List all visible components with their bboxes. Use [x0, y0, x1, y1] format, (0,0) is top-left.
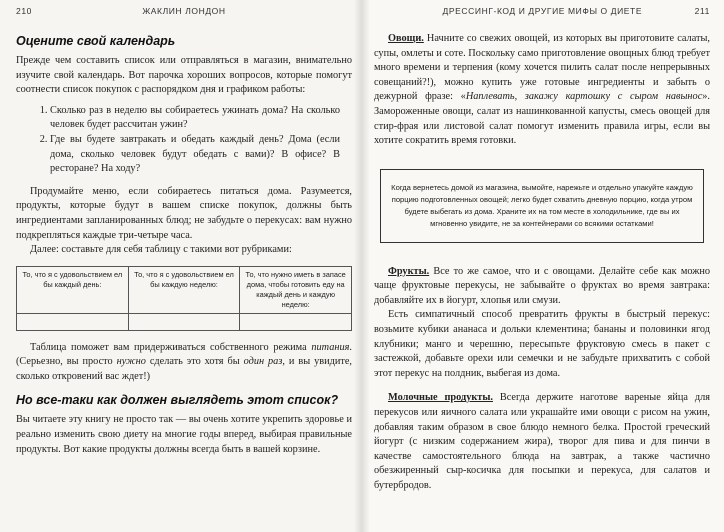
fruits-paragraph — [374, 265, 710, 309]
italic-run: нужно — [116, 356, 146, 368]
left-running-title: ЖАКЛИН ЛОНДОН — [142, 6, 226, 16]
left-running-head — [16, 6, 352, 16]
right-running-head — [374, 6, 710, 16]
text-run: Таблица поможет вам придерживаться собственного режима — [30, 341, 312, 353]
tip-callout: Когда вернетесь домой из магазина, вымойте, нарежьте и отдельно упакуйте каждую порцию подготовленных овощей; легко будет схватить дневную порцию, когда утром будете выбегать из дома. Храните их на том месте в холодильнике, где вы их мгновенно увидите, не за контейнерами со всякими остатками! — [380, 169, 704, 243]
table-intro-paragraph: Далее: составьте для себя таблицу с такими вот рубриками: — [30, 244, 292, 256]
question-item: 2. Где вы будете завтракать и обедать каждый день? Дома (если дома, сколько человек будут обедать с вами)? В офисе? В ресторане? На ходу? — [50, 133, 352, 177]
dairy-label: Молочные продукты. — [388, 392, 493, 404]
table-cell — [128, 313, 240, 330]
text-run: сделать это хотя бы — [145, 356, 244, 368]
italic-run: один раз — [243, 356, 283, 368]
vegetables-label: Овощи. — [388, 33, 424, 44]
text-run: , и вы увидите, сколько откровений вас ждет!) — [16, 356, 352, 382]
section-title-list: Но все-таки как должен выглядеть этот список? — [16, 393, 339, 408]
right-running-title: ДРЕССИНГ-КОД И ДРУГИЕ МИФЫ О ДИЕТЕ — [442, 6, 643, 16]
fruits-label: Фрукты. — [388, 265, 430, 277]
italic-run: Наплевать, закажу картошку с сыром навынос — [465, 91, 703, 103]
planning-table — [16, 266, 352, 331]
text-run: Всегда держите наготове вареные яйца для перекусов или яичного салата или украшайте ими овощи с рисом на ужин, добавляя таким образом в свое блюдо немного белка. Простой греческий йогурт (с низким содержанием жира), творог для пива и для пинчи в качестве самостоятельного блюда на завтрак, а также частично обезжиренный сыр-косичка для посыпки и перекуса, для салатов и бутербродов. — [374, 392, 710, 491]
table-cell — [240, 313, 352, 330]
after-table-paragraph — [16, 341, 352, 385]
fruit-snack-paragraph: Есть симпатичный способ превратить фрукты в быстрый перекус: возьмите кубики ананаса и дольки клементина; бананы и половинки ягод клубники; манго и черешню, пересыпьте фруктовую смесь в пакет с застежкой, добавьте орехи или семечки и не забудьте прихватить с собой этот перекус на полдник, выбегая из дома. — [374, 309, 710, 379]
italic-run: питания — [311, 341, 350, 353]
text-run: ». Замороженные овощи, салат из нашинкованной капусты, смесь овощей для стир-фрая или листовой салат помогут изменить правила игры, если вы хотите сократить время готовки. — [374, 91, 710, 147]
table-header-pantry: То, что нужно иметь в запасе дома, чтобы готовить еду на каждый день и каждую неделю: — [240, 266, 352, 313]
table-header-weekly: То, что я с удовольствием ел бы каждую неделю: — [128, 266, 240, 313]
final-paragraph: Вы читаете эту книгу не просто так — вы очень хотите укрепить здоровье и реально изменить свою диету на многие годы вперед, выбирая правильные продукты. Вот какие продукты должны всегда быть в вашей корзине. — [16, 414, 352, 455]
question-list — [16, 104, 352, 177]
right-page — [362, 0, 724, 532]
vegetables-paragraph — [374, 32, 710, 149]
intro-paragraph: Прежде чем составить список или отправляться в магазин, внимательно изучите свой календарь. Вот парочка хороших вопросов, которые помогут соотнести список покупок с распорядком дня и графиком работы: — [16, 55, 352, 96]
right-page-number: 211 — [694, 6, 710, 16]
text-run: . (Серьезно, вы просто — [16, 341, 352, 368]
section-title-calendar: Оцените свой календарь — [16, 34, 176, 48]
table-cell — [17, 313, 129, 330]
question-item: 1. Сколько раз в неделю вы собираетесь ужинать дома? На сколько человек будет рассчитан ужин? — [50, 104, 352, 133]
menu-paragraph: Продумайте меню, если собираетесь питаться дома. Разумеется, продукты, которые будут в вашем списке покупок, должны быть ингредиентами запланированных блюд; не забудьте о перекусах: вам нужно подкрепляться каждые три-четыре часа. — [16, 185, 352, 241]
text-run: Все то же самое, что и с овощами. Делайте себе как можно чаще фруктовые перекусы, не забывайте о фруктах во время завтрака: добавляйте их в йогурт, хлопья или смузи. — [374, 265, 710, 306]
text-run: Начните со свежих овощей, из которых вы приготовите салаты, супы, омлеты и соте. Поскольку само приготовление овощных блюд требует много времени и терпения (кому хочется пилить салат после непрерывных совещаний?!), можно купить уже готовые ингредиенты и забыть о дежурной фразе: « — [374, 33, 710, 103]
left-page-number: 210 — [16, 6, 32, 16]
table-header-daily: То, что я с удовольствием ел бы каждый день: — [17, 266, 129, 313]
dairy-paragraph — [374, 391, 710, 493]
